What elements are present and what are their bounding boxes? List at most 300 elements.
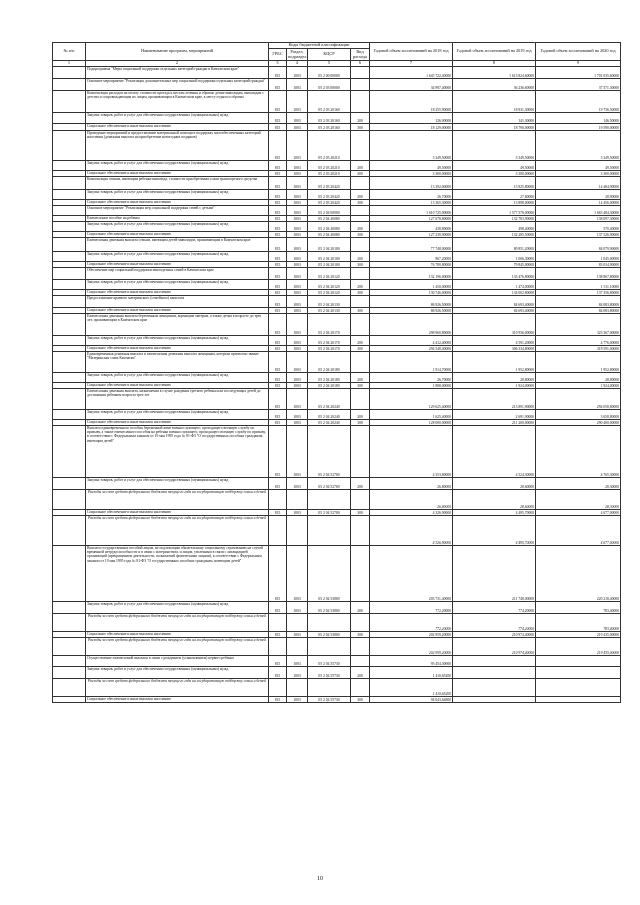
cell-vr: 300 — [351, 631, 370, 637]
cell-y3: 4 765,30000 — [536, 425, 621, 477]
cell-y2: 4 591,20000 — [453, 335, 536, 345]
cell-y3: 220 218,40000 — [536, 545, 621, 601]
cell-no — [53, 388, 86, 409]
cell-kcsr: 05 2 04 20100 — [308, 261, 351, 267]
cell-rz: 1003 — [287, 419, 308, 425]
cell-rz: 1003 — [287, 160, 308, 170]
cell-no — [53, 313, 86, 335]
cell-name: Социальное обеспечение и иные выплаты населению — [86, 382, 269, 388]
cell-grbs: 815 — [269, 176, 287, 189]
cell-no — [53, 267, 86, 279]
cell-name: Предоставление краевого материнского (семейного) капитала — [86, 295, 269, 307]
table-row — [53, 90, 621, 112]
table-row — [53, 160, 621, 170]
col-num-4: 4 — [287, 61, 308, 67]
cell-y2: 28,80000 — [453, 372, 536, 382]
cell-grbs — [269, 489, 287, 509]
cell-y2 — [453, 666, 536, 678]
cell-name: Ежемесячная денежная выплата беременным женщинам, кормящим матерям, а также детям в возрасте до трех лет, проживающим в Камчатском крае — [86, 313, 269, 335]
cell-rz: 1003 — [287, 215, 308, 221]
cell-y3: 84 083,80000 — [536, 295, 621, 307]
cell-y1: 1 914,70000 — [370, 351, 453, 372]
cell-no — [53, 613, 86, 631]
table-row — [53, 545, 621, 601]
cell-no — [53, 189, 86, 199]
cell-kcsr: 05 2 04 55730 — [308, 655, 351, 666]
cell-name: Социальное обеспечение и иные выплаты населению — [86, 123, 269, 130]
cell-grbs: 815 — [269, 221, 287, 231]
cell-no — [53, 655, 86, 666]
cell-y1: 26,70000 — [370, 189, 453, 199]
cell-grbs: 815 — [269, 409, 287, 419]
cell-y3: 783,40000 — [536, 613, 621, 631]
cell-vr — [351, 678, 370, 696]
cell-kcsr: 05 2 04 20080 — [308, 231, 351, 237]
col-num-3: 3 — [269, 61, 287, 67]
cell-vr: 300 — [351, 199, 370, 205]
budget-table — [52, 42, 621, 703]
cell-name: Социальное обеспечение и иные выплаты населению — [86, 631, 269, 637]
cell-vr: 300 — [351, 419, 370, 425]
cell-vr — [351, 515, 370, 545]
cell-rz — [287, 515, 308, 545]
cell-y2: 210 974,40000 — [453, 631, 536, 637]
cell-grbs: 815 — [269, 425, 287, 477]
cell-rz: 1003 — [287, 388, 308, 409]
table-row — [53, 666, 621, 678]
cell-vr: 300 — [351, 170, 370, 176]
cell-y3: 323 367,00000 — [536, 313, 621, 335]
cell-name: Закупка товаров, работ и услуг для обеспечения государственных (муниципальных) нужд — [86, 335, 269, 345]
cell-y3: 783,40000 — [536, 601, 621, 613]
cell-y2: 1 474,00000 — [453, 279, 536, 289]
cell-no — [53, 515, 86, 545]
cell-grbs: 815 — [269, 335, 287, 345]
cell-grbs: 815 — [269, 631, 287, 637]
cell-y2: 2 691,90000 — [453, 409, 536, 419]
cell-no — [53, 489, 86, 509]
cell-y1: 1 410,65200 — [370, 678, 453, 696]
cell-name: Социальное обеспечение и иные выплаты населению — [86, 696, 269, 702]
cell-rz: 1003 — [287, 477, 308, 489]
cell-kcsr: 05 2 04 20130 — [308, 295, 351, 307]
col-grbs: ГРБС — [269, 49, 287, 61]
col-num-1: 1 — [53, 61, 86, 67]
cell-y3 — [536, 666, 621, 678]
cell-y1: 438,80000 — [370, 221, 453, 231]
cell-y1: 126,90000 — [370, 112, 453, 123]
cell-grbs: 815 — [269, 601, 287, 613]
cell-kcsr: 05 2 00 00000 — [308, 66, 351, 78]
cell-y2: 1 924,00000 — [453, 382, 536, 388]
cell-y2: 132 285,50000 — [453, 231, 536, 237]
table-row — [53, 267, 621, 279]
cell-kcsr: 05 2 04 20080 — [308, 215, 351, 221]
col-program: Наименование программ, мероприятий — [86, 43, 269, 61]
cell-y2: 4 495,70000 — [453, 515, 536, 545]
col-num-7: 7 — [370, 61, 453, 67]
cell-y2: 28,60000 — [453, 477, 536, 489]
cell-vr: 200 — [351, 251, 370, 261]
cell-kcsr: 05 2 04 20120 — [308, 279, 351, 289]
col-codes: Коды бюджетной классификации — [269, 43, 370, 49]
cell-rz: 1003 — [287, 295, 308, 307]
cell-name: Закупка товаров, работ и услуг для обеспечения государственных (муниципальных) нужд — [86, 409, 269, 419]
cell-y1: 127 239,90000 — [370, 231, 453, 237]
cell-vr: 200 — [351, 477, 370, 489]
cell-name: Закупка товаров, работ и услуг для обеспечения государственных (муниципальных) нужд — [86, 160, 269, 170]
col-num-5: 5 — [308, 61, 351, 67]
cell-rz — [287, 489, 308, 509]
cell-y1: 298 960,80000 — [370, 313, 453, 335]
cell-y3: 137 526,90000 — [536, 231, 621, 237]
cell-vr — [351, 545, 370, 601]
cell-rz: 1003 — [287, 335, 308, 345]
cell-y3: 1 924,00000 — [536, 382, 621, 388]
table-row — [53, 313, 621, 335]
table-row — [53, 409, 621, 419]
cell-y2: 84 693,40000 — [453, 295, 536, 307]
cell-no — [53, 409, 86, 419]
cell-vr: 300 — [351, 261, 370, 267]
cell-kcsr: 05 2 03 20160 — [308, 112, 351, 123]
cell-y2: 18 790,00000 — [453, 123, 536, 130]
cell-name: Расходы за счет средств федерального бюджета текущего года на государственную поддержку семьи и детей — [86, 678, 269, 696]
cell-y3: 4 677,00000 — [536, 515, 621, 545]
cell-y3: 83 034,90000 — [536, 261, 621, 267]
cell-y1: 772,20000 — [370, 601, 453, 613]
cell-y2: 211 200,00000 — [453, 419, 536, 425]
cell-y2: 3 349,50000 — [453, 130, 536, 160]
cell-y3: 28,80000 — [536, 372, 621, 382]
table-row — [53, 613, 621, 631]
cell-no — [53, 130, 86, 160]
cell-rz: 1003 — [287, 655, 308, 666]
cell-vr — [351, 388, 370, 409]
cell-grbs: 815 — [269, 372, 287, 382]
cell-grbs: 815 — [269, 313, 287, 335]
cell-y1: 13 392,00000 — [370, 176, 453, 189]
cell-y2: 1 952,80000 — [453, 351, 536, 372]
cell-name: Основное мероприятие "Реализация дополнительных мер социальной поддержки отдельных категорий граждан" — [86, 78, 269, 90]
cell-y2: 28,60000 — [453, 489, 536, 509]
cell-y3: 19 590,00000 — [536, 123, 621, 130]
cell-name: Компенсация семьям, имеющим ребенка-инвалида, стоимости приобретенного ими транспортного средства — [86, 176, 269, 189]
table-row — [53, 295, 621, 307]
cell-y2: 306 334,80000 — [453, 345, 536, 351]
cell-rz: 1003 — [287, 231, 308, 237]
cell-y2: 132 783,90000 — [453, 215, 536, 221]
table-row — [53, 515, 621, 545]
cell-name: Обеспечение мер социальной поддержки многодетных семей в Камчатском крае — [86, 267, 269, 279]
cell-vr — [351, 237, 370, 251]
cell-kcsr: 05 2 04 20130 — [308, 307, 351, 313]
cell-y1: 1 625,40000 — [370, 409, 453, 419]
cell-no — [53, 477, 86, 489]
cell-no — [53, 78, 86, 90]
cell-grbs: 815 — [269, 307, 287, 313]
cell-grbs: 815 — [269, 160, 287, 170]
cell-no — [53, 372, 86, 382]
cell-kcsr: 05 2 04 00000 — [308, 205, 351, 215]
cell-no — [53, 279, 86, 289]
table-row — [53, 78, 621, 90]
cell-y1: 86 926,50000 — [370, 307, 453, 313]
cell-y3: 1 952,80000 — [536, 351, 621, 372]
cell-no — [53, 66, 86, 78]
cell-kcsr: 05 2 04 52700 — [308, 509, 351, 515]
cell-name: Расходы за счет средств федерального бюджета текущего года на государственную поддержку семьи и детей — [86, 637, 269, 655]
cell-vr — [351, 176, 370, 189]
cell-kcsr: 05 2 04 52700 — [308, 477, 351, 489]
cell-y2: 18 931,30000 — [453, 90, 536, 112]
cell-grbs: 815 — [269, 189, 287, 199]
table-row — [53, 130, 621, 160]
col-2019: Годовой объем ассигнований на 2019 год — [453, 43, 536, 61]
cell-name: Закупка товаров, работ и услуг для обеспечения государственных (муниципальных) нужд — [86, 601, 269, 613]
cell-y3: 4 776,00000 — [536, 335, 621, 345]
cell-vr: 300 — [351, 307, 370, 313]
cell-rz: 1003 — [287, 696, 308, 702]
cell-vr: 200 — [351, 601, 370, 613]
cell-no — [53, 295, 86, 307]
cell-vr — [351, 205, 370, 215]
table-row — [53, 696, 621, 702]
cell-y2: 13 925,80000 — [453, 176, 536, 189]
cell-y3: 84 079,90000 — [536, 237, 621, 251]
cell-y3: 3 349,50000 — [536, 130, 621, 160]
cell-y3: 84 083,80000 — [536, 307, 621, 313]
cell-rz: 1003 — [287, 251, 308, 261]
cell-y1: 1 410,65200 — [370, 666, 453, 678]
cell-y1: 202 959,20000 — [370, 631, 453, 637]
cell-name: Закупка товаров, работ и услуг для обеспечения государственных (муниципальных) нужд — [86, 372, 269, 382]
cell-kcsr: 05 2 04 20080 — [308, 221, 351, 231]
cell-y1: 132 196,00000 — [370, 267, 453, 279]
col-num-8: 8 — [453, 61, 536, 67]
cell-name: Единовременная денежная выплата и ежемесячная денежная выплата женщинам, которым присвоено звание "Материнская слава Камчатки" — [86, 351, 269, 372]
cell-vr: 200 — [351, 279, 370, 289]
cell-kcsr: 05 2 03 20420 — [308, 199, 351, 205]
cell-rz: 1003 — [287, 313, 308, 335]
cell-rz: 1003 — [287, 509, 308, 515]
cell-rz: 1003 — [287, 199, 308, 205]
cell-vr — [351, 613, 370, 631]
cell-y2: 134 002,80000 — [453, 289, 536, 295]
cell-rz: 1003 — [287, 601, 308, 613]
table-row — [53, 189, 621, 199]
cell-y3: 138 097,30000 — [536, 215, 621, 221]
cell-y3: 14 456,00000 — [536, 199, 621, 205]
cell-name: Расходы за счет средств федерального бюджета текущего года на государственную поддержку семьи и детей — [86, 489, 269, 509]
cell-grbs: 815 — [269, 215, 287, 221]
cell-kcsr: 05 2 04 20240 — [308, 419, 351, 425]
table-row — [53, 655, 621, 666]
page-number: 10 — [317, 876, 323, 882]
cell-rz: 1003 — [287, 545, 308, 601]
cell-no — [53, 205, 86, 215]
cell-kcsr: 05 2 04 20120 — [308, 289, 351, 295]
table-row — [53, 251, 621, 261]
cell-rz: 1003 — [287, 170, 308, 176]
cell-y2: 774,20000 — [453, 601, 536, 613]
table-row — [53, 335, 621, 345]
cell-name: Осуществление ежемесячной выплаты в связи с рождением (усыновлением) первого ребенка — [86, 655, 269, 666]
cell-kcsr: 05 2 03 20210 — [308, 170, 351, 176]
cell-rz: 1003 — [287, 221, 308, 231]
cell-rz: 1003 — [287, 666, 308, 678]
cell-vr — [351, 130, 370, 160]
cell-name: Закупка товаров, работ и услуг для обеспечения государственных (муниципальных) нужд — [86, 666, 269, 678]
cell-rz: 1003 — [287, 78, 308, 90]
cell-vr — [351, 313, 370, 335]
cell-name: Социальное обеспечение и иные выплаты населению — [86, 419, 269, 425]
table-row — [53, 351, 621, 372]
cell-grbs: 815 — [269, 696, 287, 702]
cell-no — [53, 678, 86, 696]
cell-grbs — [269, 678, 287, 696]
cell-kcsr: 05 2 04 20240 — [308, 409, 351, 419]
col-no: № п/п — [53, 43, 86, 61]
cell-no — [53, 221, 86, 231]
cell-y3: 3 658,80000 — [536, 409, 621, 419]
cell-vr — [351, 425, 370, 477]
col-num-9: 9 — [536, 61, 621, 67]
table-row — [53, 372, 621, 382]
cell-rz: 1003 — [287, 372, 308, 382]
cell-grbs: 815 — [269, 267, 287, 279]
cell-no — [53, 666, 86, 678]
col-2020: Годовой объем ассигнований на 2020 год — [536, 43, 621, 61]
cell-y1: 967,20000 — [370, 251, 453, 261]
cell-grbs: 815 — [269, 382, 287, 388]
cell-kcsr: 05 2 04 53800 — [308, 601, 351, 613]
cell-y1: 202 959,20000 — [370, 637, 453, 655]
cell-y1: 77 748,00000 — [370, 237, 453, 251]
col-num-2: 2 — [86, 61, 269, 67]
cell-grbs: 815 — [269, 261, 287, 267]
cell-vr: 200 — [351, 409, 370, 419]
cell-vr — [351, 489, 370, 509]
cell-grbs: 815 — [269, 545, 287, 601]
col-vid: Вид расхода — [351, 49, 370, 61]
table-row — [53, 678, 621, 696]
cell-rz: 1003 — [287, 261, 308, 267]
cell-y2: 4 524,30000 — [453, 425, 536, 477]
cell-grbs — [269, 515, 287, 545]
cell-kcsr: 05 2 04 52700 — [308, 425, 351, 477]
cell-no — [53, 351, 86, 372]
cell-y1: 3 300,00000 — [370, 170, 453, 176]
cell-grbs: 815 — [269, 78, 287, 90]
cell-y2 — [453, 696, 536, 702]
table-row — [53, 112, 621, 123]
cell-grbs: 815 — [269, 477, 287, 489]
cell-grbs: 815 — [269, 199, 287, 205]
cell-y1: 18 129,00000 — [370, 123, 453, 130]
cell-y3: 1 663 484,30000 — [536, 205, 621, 215]
cell-vr: 300 — [351, 696, 370, 702]
cell-grbs: 815 — [269, 251, 287, 261]
cell-grbs: 815 — [269, 295, 287, 307]
cell-y3: 318 591,00000 — [536, 345, 621, 351]
cell-y1: 1 645 722,40000 — [370, 66, 453, 78]
table-row — [53, 388, 621, 409]
cell-no — [53, 425, 86, 477]
cell-y3: 137 356,80000 — [536, 289, 621, 295]
table-row — [53, 425, 621, 477]
cell-y3: 290 400,00000 — [536, 419, 621, 425]
cell-y1: 129 625,40000 — [370, 388, 453, 409]
cell-vr: 300 — [351, 382, 370, 388]
cell-kcsr: 05 2 04 53800 — [308, 545, 351, 601]
cell-rz: 1003 — [287, 189, 308, 199]
cell-name: Социальное обеспечение и иные выплаты населению — [86, 199, 269, 205]
cell-y3: 146,50000 — [536, 112, 621, 123]
cell-y2: 141,30000 — [453, 112, 536, 123]
table-row — [53, 237, 621, 251]
table-row — [53, 176, 621, 189]
cell-kcsr: 05 2 04 20180 — [308, 351, 351, 372]
cell-name: Расходы за счет средств федерального бюджета текущего года на государственную поддержку семьи и детей — [86, 613, 269, 631]
cell-y2: 4 495,70000 — [453, 509, 536, 515]
table-row — [53, 637, 621, 655]
cell-rz: 1003 — [287, 237, 308, 251]
cell-name: Проведение мероприятий и предоставление материальной помощи в поддержку малообеспеченных категорий населения (денежная выплата на приобретение новогодних подарков) — [86, 130, 269, 160]
cell-kcsr: 05 2 04 20170 — [308, 335, 351, 345]
cell-name: Социальное обеспечение и иные выплаты населению — [86, 261, 269, 267]
cell-grbs — [269, 637, 287, 655]
cell-kcsr: 05 2 03 00000 — [308, 78, 351, 90]
cell-y3: 14 484,90000 — [536, 176, 621, 189]
cell-vr: 300 — [351, 289, 370, 295]
cell-y2: 79 845,90000 — [453, 261, 536, 267]
cell-kcsr: 05 2 04 20100 — [308, 237, 351, 251]
cell-y1: 203 731,40000 — [370, 545, 453, 601]
cell-kcsr — [308, 637, 351, 655]
cell-name: Закупка товаров, работ и услуг для обеспечения государственных (муниципальных) нужд — [86, 251, 269, 261]
cell-name: Закупка товаров, работ и услуг для обеспечения государственных (муниципальных) нужд — [86, 477, 269, 489]
table-row — [53, 66, 621, 78]
cell-y1: 13 365,30000 — [370, 199, 453, 205]
cell-y1: 49,50000 — [370, 160, 453, 170]
cell-rz: 1003 — [287, 130, 308, 160]
cell-y1: 1 888,00000 — [370, 382, 453, 388]
cell-kcsr: 05 2 04 20170 — [308, 345, 351, 351]
cell-kcsr: 05 2 03 20160 — [308, 90, 351, 112]
cell-y1: 128 000,00000 — [370, 419, 453, 425]
cell-y1: 18 255,90000 — [370, 90, 453, 112]
cell-name: Ежемесячная денежная выплата семьям, имеющим детей-инвалидов, проживающим в Камчатском крае — [86, 237, 269, 251]
cell-y2: 498,40000 — [453, 221, 536, 231]
cell-y3: 4 677,00000 — [536, 509, 621, 515]
cell-y3: 294 058,80000 — [536, 388, 621, 409]
cell-kcsr: 05 2 03 20160 — [308, 123, 351, 130]
cell-y3: 219 435,00000 — [536, 637, 621, 655]
cell-y2: 13 898,00000 — [453, 199, 536, 205]
cell-grbs: 815 — [269, 123, 287, 130]
cell-y1: 1 450,00000 — [370, 279, 453, 289]
cell-rz — [287, 613, 308, 631]
cell-y2: 27,80000 — [453, 189, 536, 199]
cell-kcsr: 05 2 04 20170 — [308, 313, 351, 335]
cell-rz — [287, 637, 308, 655]
cell-name: Социальное обеспечение и иные выплаты населению — [86, 231, 269, 237]
cell-vr — [351, 78, 370, 90]
cell-y1: 94 043,64800 — [370, 696, 453, 702]
cell-y2: 80 851,20000 — [453, 237, 536, 251]
cell-y1: 294 548,40000 — [370, 345, 453, 351]
